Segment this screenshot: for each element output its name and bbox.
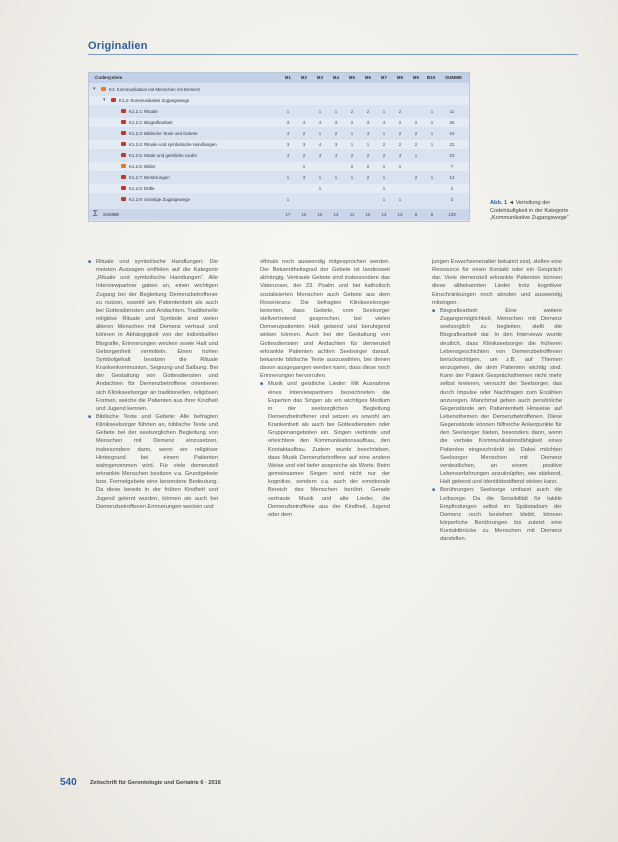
table-cell: 2: [398, 130, 402, 136]
table-header-b4: B4: [333, 75, 339, 80]
table-cell: 3: [286, 141, 290, 147]
table-cell: 1: [286, 174, 290, 180]
table-cell: 1: [334, 174, 338, 180]
code-label: K1.2: Kommunikative Zugangswege: [119, 97, 190, 103]
body-paragraph: jungen Erwachsenenalter bekannt sind, stellen eine Ressource für einen Kontakt oder ein Gespräch dar. Viele demenziell erkrankte Patienten können diese altbekannten Lieder trotz kognitiver Einschränkungen noch abrufen und auswendig mitsingen.: [432, 259, 562, 306]
table-cell: 2: [414, 174, 418, 180]
table-cell: 2: [382, 141, 386, 147]
table-cell: 2: [302, 130, 306, 136]
code-label: K1: Kommunikation mit Menschen mit Demenz: [109, 86, 201, 92]
table-row: [89, 184, 469, 193]
table-cell: 2: [398, 108, 402, 114]
code-color-icon: [121, 175, 126, 179]
table-cell: 3: [366, 119, 370, 125]
code-color-icon: [121, 164, 126, 168]
tree-expand-icon: ▾: [103, 97, 106, 103]
table-cell: 1: [382, 130, 386, 136]
code-label: K1.2.1: Rituale: [129, 108, 158, 114]
table-cell: 1: [302, 163, 306, 169]
row-sum: 23: [449, 152, 455, 158]
total-b3: 15: [317, 212, 323, 217]
code-label: K1.2.2: Biografiearbeit: [129, 119, 173, 125]
total-b10: 5: [430, 212, 434, 217]
table-cell: 4: [318, 141, 322, 147]
table-cell: 1: [430, 119, 434, 125]
table-row: [89, 140, 469, 149]
caption-text: ◄ Verteilung der Codehäufigkeit in der Kategorie „Kommunikative Zugangswege“: [490, 200, 569, 221]
code-color-icon: [101, 87, 106, 91]
code-color-icon: [121, 120, 126, 124]
table-row: [89, 129, 469, 138]
table-cell: 3: [286, 119, 290, 125]
code-frequency-table: [88, 72, 470, 222]
table-cell: 3: [302, 174, 306, 180]
table-cell: 2: [350, 152, 354, 158]
total-b9: 9: [414, 212, 418, 217]
header-rule: [88, 54, 578, 55]
table-header-b5: B5: [349, 75, 355, 80]
table-cell: 1: [430, 141, 434, 147]
body-paragraph: oftmals noch auswendig mitgesprochen werden. Der Bekanntheitsgrad der Gebete ist landesweit abhängig. Vertraute Gebete sind insbesondere das Vaterunser, der 23. Psalm und bei katholisch sozialisierten Menschen auch Gebete aus dem Rosenkranz. Die befragten Klinikseelsorger betonten, dass Gebete, vom Seelsorger stellvertretend gesprochen, bei vielen Demenzpatienten Halt gebend und beruhigend wirken können. Auch bei der Gestaltung von Gottesdiensten und Andachten für demenziell erkrankte Patienten achten Seelsorger darauf, bekannte biblische Texte auszuwählen, bei denen davon ausgegangen werden kann, dass diese noch Erinnerungen hervorrufen.: [260, 259, 390, 380]
page-number: 540: [60, 777, 77, 788]
table-cell: 1: [398, 196, 402, 202]
code-label: K1.2.6: Bilder: [129, 163, 156, 169]
table-cell: 2: [414, 119, 418, 125]
table-cell: 3: [334, 141, 338, 147]
body-paragraph: ■ Berührungen: Seelsorge umfasst auch die Leibsorge. Da die Sensibilität für taktile Empfindungen selbst im Spätstadium der Demenz noch bestehen bleibt, können körperliche Berührungen bis zuletzt eine Kontaktbrücke zu Menschen mit Demenz darstellen.: [432, 486, 562, 543]
table-cell: 2: [398, 141, 402, 147]
code-color-icon: [121, 109, 126, 113]
table-cell: 2: [302, 152, 306, 158]
text-column-2: [260, 258, 390, 519]
table-cell: 2: [414, 130, 418, 136]
table-cell: 1: [430, 108, 434, 114]
table-row: [89, 85, 469, 94]
table-row: [89, 151, 469, 160]
code-color-icon: [121, 131, 126, 135]
table-cell: 1: [414, 152, 418, 158]
table-cell: 1: [430, 174, 434, 180]
table-row: [89, 195, 469, 204]
table-cell: 1: [382, 174, 386, 180]
row-sum: 13: [449, 174, 455, 180]
table-cell: 1: [350, 130, 354, 136]
code-color-icon: [111, 98, 116, 102]
table-cell: 2: [334, 130, 338, 136]
table-cell: 1: [366, 141, 370, 147]
text-column-1: [88, 258, 218, 511]
row-sum: 7: [450, 163, 454, 169]
table-header-b10: B10: [427, 75, 436, 80]
table-cell: 1: [382, 163, 386, 169]
table-cell: 1: [350, 141, 354, 147]
row-sum: 3: [450, 196, 454, 202]
total-b7: 14: [381, 212, 387, 217]
table-header-b6: B6: [365, 75, 371, 80]
table-cell: 2: [366, 174, 370, 180]
tree-expand-icon: ▾: [93, 86, 96, 92]
table-cell: 1: [286, 108, 290, 114]
row-sum: 19: [449, 130, 455, 136]
table-cell: 1: [398, 163, 402, 169]
table-row: [89, 173, 469, 182]
total-b4: 14: [333, 212, 339, 217]
table-cell: 1: [318, 185, 322, 191]
table-cell: 1: [350, 174, 354, 180]
table-cell: 4: [318, 119, 322, 125]
table-cell: 1: [382, 185, 386, 191]
table-row: [89, 162, 469, 171]
table-cell: 3: [302, 141, 306, 147]
table-cell: 4: [286, 152, 290, 158]
table-header-b7: B7: [381, 75, 387, 80]
table-cell: 3: [334, 119, 338, 125]
table-total-row: [89, 209, 469, 220]
table-header-summe: SUMME: [445, 75, 463, 80]
body-paragraph: ■ Musik und geistliche Lieder: Mit Ausnahme eines Interviewpartners bezeichneten die Experten das Singen als ein wichtiges Medium in der seelsorglichen Begleitung Demenzbetroffener und setzen es sowohl am Krankenbett als auch bei Gottesdiensten oder Gruppenangeboten ein. Singen verbinde und erleichtere den Kommunikationsaufbau, den Kontaktaufbau. Zudem wurde beschrieben, dass Musik Demenzbetroffene auf eine andere Weise und viel tiefer anspreche als Worte. Beim gemeinsamen Singen wird nicht nur der kognitive, sondern v.a. auch der emotionale Bereich des Menschen berührt. Gerade vertraute Musik und alte Lieder, die Demenzbetroffene aus der Kindheit, Jugend oder dem: [260, 380, 390, 519]
table-cell: 1: [382, 196, 386, 202]
body-paragraph: ■ Rituale und symbolische Handlungen: Die meisten Aussagen entfielen auf die Kategorie „Rituale und symbolische Handlungen“. Alle Interviewpartner gaben an, einen wichtigen Zugang bei der Begleitung Demenzbetroffener zu nutzen, sowohl am Patientenbett als auch bei Gottesdiensten und Andachten. Traditionelle religiöse Rituale und Symbole sind vielen älteren Menschen mit Demenz vertraut und können in Abhängigkeit von der individuellen Biografie, Erinnerungen wecken sowie Halt und Geborgenheit vermitteln. Einen hohen Symbolgehalt besitzen die Rituale Krankenkommunion, Segnung und Salbung. Bei der Gestaltung von Gottesdiensten und Andachten für Demenzbetroffene orientieren sich Klinikseelsorger an traditionellen, religiösen Formen, welche die Patienten aus ihrer Kindheit und Jugend kennen.: [88, 258, 218, 413]
table-cell: 1: [318, 174, 322, 180]
row-sum: 11: [449, 108, 455, 114]
table-cell: 2: [398, 119, 402, 125]
table-cell: 1: [334, 108, 338, 114]
code-label: K1.2.5: Musik und geistliche Lieder: [129, 152, 198, 158]
figure-caption: [490, 200, 580, 223]
table-header-b3: B3: [317, 75, 323, 80]
row-sum: 2: [450, 185, 454, 191]
code-label: K1.2.3: Biblische Texte und Gebete: [129, 130, 198, 136]
table-cell: 2: [414, 141, 418, 147]
table-header-row: [89, 73, 469, 83]
total-sum: 128: [448, 212, 456, 217]
table-cell: 2: [382, 152, 386, 158]
table-header-b2: B2: [301, 75, 307, 80]
table-header-b1: B1: [285, 75, 291, 80]
table-header-codesystem: Codesystem: [95, 75, 123, 80]
table-cell: 3: [318, 152, 322, 158]
code-color-icon: [121, 142, 126, 146]
table-cell: 2: [350, 119, 354, 125]
code-color-icon: [121, 186, 126, 190]
table-cell: 3: [366, 130, 370, 136]
table-cell: 1: [318, 130, 322, 136]
table-cell: 4: [334, 152, 338, 158]
text-column-3: [432, 258, 562, 543]
sigma-icon: Σ: [93, 209, 98, 218]
table-cell: 1: [382, 108, 386, 114]
code-label: K1.2.9: Sonstige Zugangswege: [129, 196, 191, 202]
table-cell: 4: [382, 119, 386, 125]
table-cell: 1: [286, 196, 290, 202]
code-color-icon: [121, 197, 126, 201]
section-label: Originalien: [88, 40, 148, 52]
table-row: [89, 107, 469, 116]
total-b2: 15: [301, 212, 307, 217]
code-label: K1.2.8: Düfte: [129, 185, 155, 191]
journal-name: Zeitschrift für Gerontologie und Geriatrie 6 · 2016: [90, 780, 221, 786]
total-b5: 11: [349, 212, 355, 217]
table-cell: 2: [366, 108, 370, 114]
table-header-b8: B8: [397, 75, 403, 80]
row-sum: 28: [449, 119, 455, 125]
caption-label: Abb. 1: [490, 200, 508, 206]
row-sum: 22: [449, 141, 455, 147]
table-cell: 3: [398, 152, 402, 158]
table-cell: 1: [430, 130, 434, 136]
total-b1: 17: [285, 212, 291, 217]
table-cell: 1: [318, 108, 322, 114]
code-label: K1.2.4: Rituale und symbolische Handlungen: [129, 141, 217, 147]
body-paragraph: ■ Biblische Texte und Gebete: Alle befragten Klinikseelsorger führten an, biblische Texte und Gebete bei der seelsorglichen Begleitung von Menschen mit Demenz einzusetzen, insbesondere dann, wenn ein religiöser Hintergrund bei einem Patienten wahrgenommen wird. Für viele demenziell erkrankte Menschen besitzen v.a. Grundgebete bzw. Formelgebete eine besondere Bedeutung. Da diese bereits in der frühen Kindheit und Jugend gelernt wurden, können sie auch bei Demenzbetroffenen Erinnerungen wecken und: [88, 413, 218, 511]
code-label: K1.2.7: Berührungen: [129, 174, 170, 180]
total-b6: 15: [365, 212, 371, 217]
table-cell: 2: [350, 108, 354, 114]
table-header-b9: B9: [413, 75, 419, 80]
table-row: [89, 118, 469, 127]
body-paragraph: ■ Biografiearbeit: Eine weitere Zugangsmöglichkeit, Menschen mit Demenz seelsorglich zu begleiten, stellt die Biografiearbeit dar. In den Interviews wurde deutlich, dass Klinikseelsorger die früheren Lebensgeschichten von Demenzbetroffenen berücksichtigen, um z.B. auf Themen einzugehen, die dem Patienten wichtig sind. Kann der Patient Gesprächsthemen nicht mehr selbst kreieren, versucht der Seelsorger, das durch Impulse oder Nachfragen zum Erzählen anzuregen. Manchmal geben auch persönliche Gegenstände am Patientenbett Hinweise auf Lebensthemen der Demenzbetroffenen. Diese Gegenstände können hilfreiche Ankerpunkte für den Seelsorger bieten, besonders dann, wenn die verbale Kommunikationsfähigkeit eines Patienten eingeschränkt ist. Dabei möchten Seelsorger Menschen mit Demenz verdeutlichen, an einem positive Lebenserfahrungen anzuknüpfen, wie stärkend, Halt gebend und identitätsstiftend wirken kann.: [432, 307, 562, 486]
total-label: SUMME: [103, 212, 120, 217]
code-color-icon: [121, 153, 126, 157]
table-cell: 2: [350, 163, 354, 169]
total-b8: 13: [397, 212, 403, 217]
table-cell: 2: [366, 152, 370, 158]
table-cell: 2: [366, 163, 370, 169]
table-cell: 4: [302, 119, 306, 125]
table-cell: 4: [286, 130, 290, 136]
table-row: [89, 96, 469, 105]
